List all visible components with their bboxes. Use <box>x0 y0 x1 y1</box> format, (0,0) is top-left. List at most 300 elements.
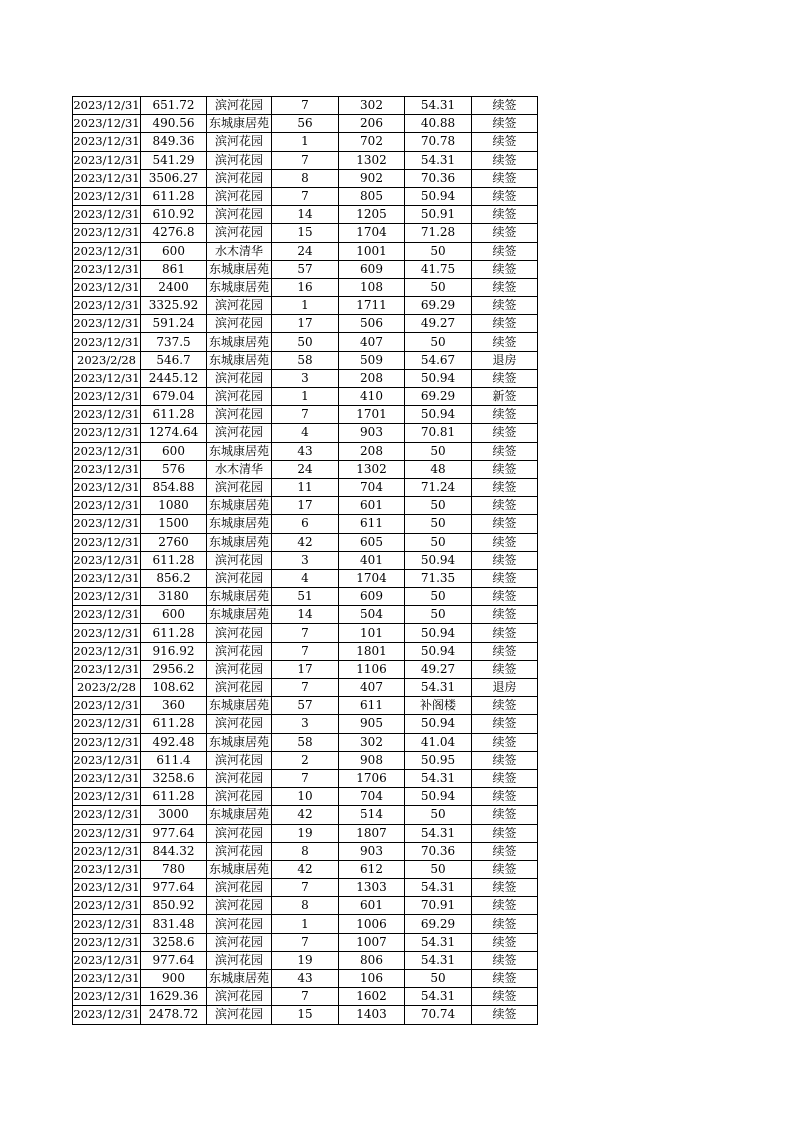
cell-building: 15 <box>272 224 339 242</box>
cell-status: 续签 <box>472 533 538 551</box>
cell-amount: 1629.36 <box>141 988 207 1006</box>
cell-amount: 4276.8 <box>141 224 207 242</box>
cell-date: 2023/12/31 <box>73 388 141 406</box>
cell-area: 50 <box>405 333 472 351</box>
cell-date: 2023/12/31 <box>73 260 141 278</box>
cell-date: 2023/12/31 <box>73 588 141 606</box>
cell-status: 续签 <box>472 515 538 533</box>
cell-estate: 滨河花园 <box>207 206 272 224</box>
cell-status: 续签 <box>472 697 538 715</box>
cell-room: 1001 <box>339 242 405 260</box>
cell-estate: 滨河花园 <box>207 169 272 187</box>
table-row <box>73 751 538 769</box>
cell-building: 8 <box>272 169 339 187</box>
table-row <box>73 169 538 187</box>
cell-room: 401 <box>339 551 405 569</box>
cell-room: 514 <box>339 806 405 824</box>
cell-date: 2023/12/31 <box>73 497 141 515</box>
cell-amount: 3180 <box>141 588 207 606</box>
table-row <box>73 369 538 387</box>
cell-status: 续签 <box>472 569 538 587</box>
cell-status: 续签 <box>472 460 538 478</box>
cell-building: 7 <box>272 97 339 115</box>
cell-estate: 滨河花园 <box>207 915 272 933</box>
cell-amount: 844.32 <box>141 842 207 860</box>
cell-date: 2023/12/31 <box>73 242 141 260</box>
cell-amount: 492.48 <box>141 733 207 751</box>
table-row <box>73 242 538 260</box>
cell-amount: 3258.6 <box>141 769 207 787</box>
cell-area: 41.75 <box>405 260 472 278</box>
cell-room: 1807 <box>339 824 405 842</box>
cell-amount: 3000 <box>141 806 207 824</box>
cell-estate: 滨河花园 <box>207 406 272 424</box>
cell-status: 续签 <box>472 369 538 387</box>
cell-area: 71.35 <box>405 569 472 587</box>
cell-date: 2023/12/31 <box>73 169 141 187</box>
cell-amount: 600 <box>141 442 207 460</box>
cell-building: 4 <box>272 569 339 587</box>
cell-date: 2023/12/31 <box>73 769 141 787</box>
cell-estate: 滨河花园 <box>207 478 272 496</box>
cell-status: 续签 <box>472 588 538 606</box>
cell-date: 2023/12/31 <box>73 642 141 660</box>
cell-estate: 东城康居苑 <box>207 970 272 988</box>
cell-status: 续签 <box>472 970 538 988</box>
cell-date: 2023/12/31 <box>73 533 141 551</box>
cell-estate: 滨河花园 <box>207 660 272 678</box>
cell-building: 42 <box>272 806 339 824</box>
table-row <box>73 769 538 787</box>
cell-building: 17 <box>272 497 339 515</box>
cell-area: 54.31 <box>405 769 472 787</box>
cell-status: 续签 <box>472 933 538 951</box>
cell-status: 续签 <box>472 242 538 260</box>
cell-date: 2023/12/31 <box>73 478 141 496</box>
data-table <box>72 96 538 1025</box>
cell-area: 50 <box>405 588 472 606</box>
cell-building: 3 <box>272 369 339 387</box>
cell-estate: 滨河花园 <box>207 224 272 242</box>
cell-estate: 滨河花园 <box>207 897 272 915</box>
cell-room: 1302 <box>339 151 405 169</box>
cell-date: 2023/12/31 <box>73 278 141 296</box>
cell-building: 3 <box>272 551 339 569</box>
table-row <box>73 333 538 351</box>
cell-area: 54.31 <box>405 679 472 697</box>
cell-building: 57 <box>272 697 339 715</box>
cell-status: 续签 <box>472 824 538 842</box>
cell-room: 1302 <box>339 460 405 478</box>
cell-room: 704 <box>339 788 405 806</box>
cell-room: 407 <box>339 333 405 351</box>
cell-date: 2023/12/31 <box>73 442 141 460</box>
cell-status: 续签 <box>472 187 538 205</box>
cell-room: 609 <box>339 260 405 278</box>
table-row <box>73 842 538 860</box>
cell-estate: 滨河花园 <box>207 879 272 897</box>
cell-status: 续签 <box>472 406 538 424</box>
cell-date: 2023/12/31 <box>73 951 141 969</box>
cell-room: 302 <box>339 97 405 115</box>
cell-estate: 东城康居苑 <box>207 733 272 751</box>
cell-room: 601 <box>339 497 405 515</box>
cell-building: 7 <box>272 679 339 697</box>
cell-date: 2023/12/31 <box>73 224 141 242</box>
cell-building: 43 <box>272 442 339 460</box>
cell-area: 69.29 <box>405 915 472 933</box>
cell-estate: 滨河花园 <box>207 642 272 660</box>
cell-amount: 546.7 <box>141 351 207 369</box>
cell-amount: 541.29 <box>141 151 207 169</box>
cell-amount: 591.24 <box>141 315 207 333</box>
cell-room: 1801 <box>339 642 405 660</box>
table-row <box>73 897 538 915</box>
cell-amount: 916.92 <box>141 642 207 660</box>
cell-status: 续签 <box>472 260 538 278</box>
cell-building: 7 <box>272 406 339 424</box>
cell-room: 106 <box>339 970 405 988</box>
cell-amount: 861 <box>141 260 207 278</box>
cell-area: 50 <box>405 606 472 624</box>
cell-area: 54.31 <box>405 951 472 969</box>
cell-status: 续签 <box>472 133 538 151</box>
cell-amount: 1500 <box>141 515 207 533</box>
cell-amount: 611.4 <box>141 751 207 769</box>
cell-area: 54.31 <box>405 151 472 169</box>
cell-building: 57 <box>272 260 339 278</box>
table-row <box>73 970 538 988</box>
cell-room: 506 <box>339 315 405 333</box>
cell-status: 续签 <box>472 206 538 224</box>
cell-estate: 滨河花园 <box>207 624 272 642</box>
cell-building: 17 <box>272 315 339 333</box>
cell-status: 新签 <box>472 388 538 406</box>
cell-status: 续签 <box>472 606 538 624</box>
cell-room: 509 <box>339 351 405 369</box>
cell-amount: 3506.27 <box>141 169 207 187</box>
cell-amount: 977.64 <box>141 879 207 897</box>
cell-area: 40.88 <box>405 115 472 133</box>
cell-estate: 滨河花园 <box>207 315 272 333</box>
cell-date: 2023/12/31 <box>73 879 141 897</box>
cell-estate: 滨河花园 <box>207 97 272 115</box>
cell-estate: 东城康居苑 <box>207 606 272 624</box>
cell-amount: 611.28 <box>141 624 207 642</box>
cell-area: 补阁楼 <box>405 697 472 715</box>
cell-estate: 滨河花园 <box>207 551 272 569</box>
cell-date: 2023/12/31 <box>73 933 141 951</box>
cell-status: 续签 <box>472 879 538 897</box>
cell-date: 2023/12/31 <box>73 806 141 824</box>
cell-status: 续签 <box>472 297 538 315</box>
cell-estate: 东城康居苑 <box>207 333 272 351</box>
cell-status: 续签 <box>472 842 538 860</box>
cell-room: 902 <box>339 169 405 187</box>
cell-status: 续签 <box>472 278 538 296</box>
table-row <box>73 824 538 842</box>
cell-building: 11 <box>272 478 339 496</box>
cell-date: 2023/12/31 <box>73 315 141 333</box>
cell-date: 2023/12/31 <box>73 569 141 587</box>
cell-area: 70.36 <box>405 169 472 187</box>
cell-date: 2023/12/31 <box>73 187 141 205</box>
cell-area: 54.31 <box>405 933 472 951</box>
cell-date: 2023/12/31 <box>73 897 141 915</box>
cell-building: 7 <box>272 879 339 897</box>
cell-room: 903 <box>339 842 405 860</box>
cell-room: 1704 <box>339 569 405 587</box>
cell-building: 58 <box>272 351 339 369</box>
cell-building: 7 <box>272 933 339 951</box>
cell-date: 2023/2/28 <box>73 679 141 697</box>
cell-estate: 滨河花园 <box>207 187 272 205</box>
cell-status: 续签 <box>472 715 538 733</box>
cell-amount: 1274.64 <box>141 424 207 442</box>
cell-amount: 490.56 <box>141 115 207 133</box>
cell-date: 2023/12/31 <box>73 733 141 751</box>
table-row <box>73 442 538 460</box>
cell-status: 续签 <box>472 442 538 460</box>
cell-area: 50 <box>405 515 472 533</box>
cell-status: 续签 <box>472 733 538 751</box>
cell-date: 2023/12/31 <box>73 660 141 678</box>
cell-date: 2023/12/31 <box>73 369 141 387</box>
cell-date: 2023/12/31 <box>73 715 141 733</box>
cell-building: 10 <box>272 788 339 806</box>
cell-room: 704 <box>339 478 405 496</box>
cell-date: 2023/12/31 <box>73 206 141 224</box>
cell-room: 806 <box>339 951 405 969</box>
cell-estate: 滨河花园 <box>207 933 272 951</box>
cell-amount: 2760 <box>141 533 207 551</box>
cell-amount: 610.92 <box>141 206 207 224</box>
cell-estate: 东城康居苑 <box>207 442 272 460</box>
cell-estate: 滨河花园 <box>207 1006 272 1024</box>
cell-date: 2023/12/31 <box>73 606 141 624</box>
cell-estate: 滨河花园 <box>207 951 272 969</box>
cell-room: 108 <box>339 278 405 296</box>
cell-area: 70.36 <box>405 842 472 860</box>
cell-status: 续签 <box>472 478 538 496</box>
cell-building: 58 <box>272 733 339 751</box>
cell-room: 504 <box>339 606 405 624</box>
cell-date: 2023/12/31 <box>73 824 141 842</box>
cell-status: 续签 <box>472 115 538 133</box>
cell-estate: 东城康居苑 <box>207 533 272 551</box>
cell-status: 续签 <box>472 169 538 187</box>
cell-status: 续签 <box>472 151 538 169</box>
cell-building: 7 <box>272 988 339 1006</box>
cell-building: 1 <box>272 133 339 151</box>
cell-estate: 滨河花园 <box>207 133 272 151</box>
table-row <box>73 624 538 642</box>
cell-date: 2023/12/31 <box>73 697 141 715</box>
cell-estate: 滨河花园 <box>207 679 272 697</box>
cell-date: 2023/12/31 <box>73 460 141 478</box>
cell-building: 7 <box>272 642 339 660</box>
table-row <box>73 187 538 205</box>
cell-room: 1711 <box>339 297 405 315</box>
cell-status: 续签 <box>472 551 538 569</box>
cell-date: 2023/12/31 <box>73 842 141 860</box>
cell-area: 70.91 <box>405 897 472 915</box>
cell-status: 续签 <box>472 988 538 1006</box>
cell-area: 50.94 <box>405 187 472 205</box>
cell-building: 17 <box>272 660 339 678</box>
cell-building: 24 <box>272 242 339 260</box>
cell-amount: 977.64 <box>141 951 207 969</box>
cell-date: 2023/12/31 <box>73 151 141 169</box>
cell-amount: 611.28 <box>141 715 207 733</box>
cell-area: 49.27 <box>405 315 472 333</box>
table-row <box>73 988 538 1006</box>
cell-building: 15 <box>272 1006 339 1024</box>
cell-estate: 滨河花园 <box>207 988 272 1006</box>
cell-building: 14 <box>272 606 339 624</box>
cell-area: 69.29 <box>405 297 472 315</box>
table-row <box>73 1006 538 1024</box>
cell-area: 50 <box>405 860 472 878</box>
cell-estate: 东城康居苑 <box>207 497 272 515</box>
cell-area: 50.94 <box>405 369 472 387</box>
cell-area: 50.94 <box>405 788 472 806</box>
cell-status: 续签 <box>472 497 538 515</box>
cell-area: 50 <box>405 806 472 824</box>
cell-amount: 600 <box>141 242 207 260</box>
cell-amount: 576 <box>141 460 207 478</box>
table-row <box>73 733 538 751</box>
table-row <box>73 206 538 224</box>
cell-building: 19 <box>272 951 339 969</box>
cell-estate: 东城康居苑 <box>207 860 272 878</box>
cell-status: 续签 <box>472 1006 538 1024</box>
cell-building: 42 <box>272 860 339 878</box>
table-row <box>73 642 538 660</box>
table-row <box>73 788 538 806</box>
cell-area: 70.74 <box>405 1006 472 1024</box>
cell-amount: 360 <box>141 697 207 715</box>
cell-estate: 滨河花园 <box>207 842 272 860</box>
cell-amount: 611.28 <box>141 551 207 569</box>
table-body <box>73 97 538 1025</box>
cell-amount: 2478.72 <box>141 1006 207 1024</box>
cell-estate: 东城康居苑 <box>207 588 272 606</box>
cell-room: 611 <box>339 697 405 715</box>
cell-estate: 滨河花园 <box>207 824 272 842</box>
cell-area: 54.67 <box>405 351 472 369</box>
cell-room: 805 <box>339 187 405 205</box>
cell-area: 50.94 <box>405 551 472 569</box>
cell-area: 70.81 <box>405 424 472 442</box>
table-row <box>73 551 538 569</box>
cell-status: 续签 <box>472 315 538 333</box>
cell-building: 43 <box>272 970 339 988</box>
cell-building: 7 <box>272 769 339 787</box>
cell-building: 14 <box>272 206 339 224</box>
cell-area: 54.31 <box>405 97 472 115</box>
cell-area: 48 <box>405 460 472 478</box>
cell-building: 1 <box>272 297 339 315</box>
table-row <box>73 315 538 333</box>
cell-amount: 611.28 <box>141 187 207 205</box>
cell-area: 50.94 <box>405 624 472 642</box>
cell-date: 2023/12/31 <box>73 860 141 878</box>
table-row <box>73 860 538 878</box>
cell-date: 2023/12/31 <box>73 115 141 133</box>
table-row <box>73 660 538 678</box>
table-row <box>73 933 538 951</box>
table-row <box>73 297 538 315</box>
cell-room: 206 <box>339 115 405 133</box>
cell-building: 16 <box>272 278 339 296</box>
cell-room: 609 <box>339 588 405 606</box>
cell-area: 50.91 <box>405 206 472 224</box>
cell-building: 42 <box>272 533 339 551</box>
cell-amount: 1080 <box>141 497 207 515</box>
cell-area: 69.29 <box>405 388 472 406</box>
cell-status: 续签 <box>472 224 538 242</box>
cell-estate: 东城康居苑 <box>207 351 272 369</box>
cell-date: 2023/12/31 <box>73 788 141 806</box>
cell-amount: 977.64 <box>141 824 207 842</box>
cell-estate: 滨河花园 <box>207 297 272 315</box>
cell-building: 24 <box>272 460 339 478</box>
cell-status: 续签 <box>472 751 538 769</box>
table-row <box>73 151 538 169</box>
table-row <box>73 533 538 551</box>
cell-area: 50 <box>405 442 472 460</box>
cell-estate: 东城康居苑 <box>207 806 272 824</box>
cell-room: 1303 <box>339 879 405 897</box>
table-row <box>73 388 538 406</box>
cell-room: 208 <box>339 442 405 460</box>
table-row <box>73 97 538 115</box>
table-row <box>73 406 538 424</box>
table-row <box>73 224 538 242</box>
cell-building: 8 <box>272 842 339 860</box>
cell-estate: 滨河花园 <box>207 424 272 442</box>
cell-date: 2023/12/31 <box>73 406 141 424</box>
cell-building: 7 <box>272 151 339 169</box>
cell-area: 50.95 <box>405 751 472 769</box>
cell-amount: 854.88 <box>141 478 207 496</box>
table-row <box>73 515 538 533</box>
cell-area: 50.94 <box>405 715 472 733</box>
cell-building: 19 <box>272 824 339 842</box>
cell-area: 50 <box>405 497 472 515</box>
cell-status: 续签 <box>472 788 538 806</box>
table-row <box>73 460 538 478</box>
table-row <box>73 115 538 133</box>
cell-area: 50 <box>405 533 472 551</box>
cell-area: 54.31 <box>405 988 472 1006</box>
cell-status: 续签 <box>472 951 538 969</box>
table-row <box>73 606 538 624</box>
cell-room: 908 <box>339 751 405 769</box>
cell-estate: 滨河花园 <box>207 569 272 587</box>
cell-area: 50 <box>405 278 472 296</box>
cell-room: 101 <box>339 624 405 642</box>
cell-date: 2023/12/31 <box>73 988 141 1006</box>
cell-date: 2023/2/28 <box>73 351 141 369</box>
cell-room: 1704 <box>339 224 405 242</box>
table-row <box>73 424 538 442</box>
cell-estate: 滨河花园 <box>207 151 272 169</box>
cell-date: 2023/12/31 <box>73 297 141 315</box>
cell-estate: 东城康居苑 <box>207 515 272 533</box>
cell-amount: 2445.12 <box>141 369 207 387</box>
